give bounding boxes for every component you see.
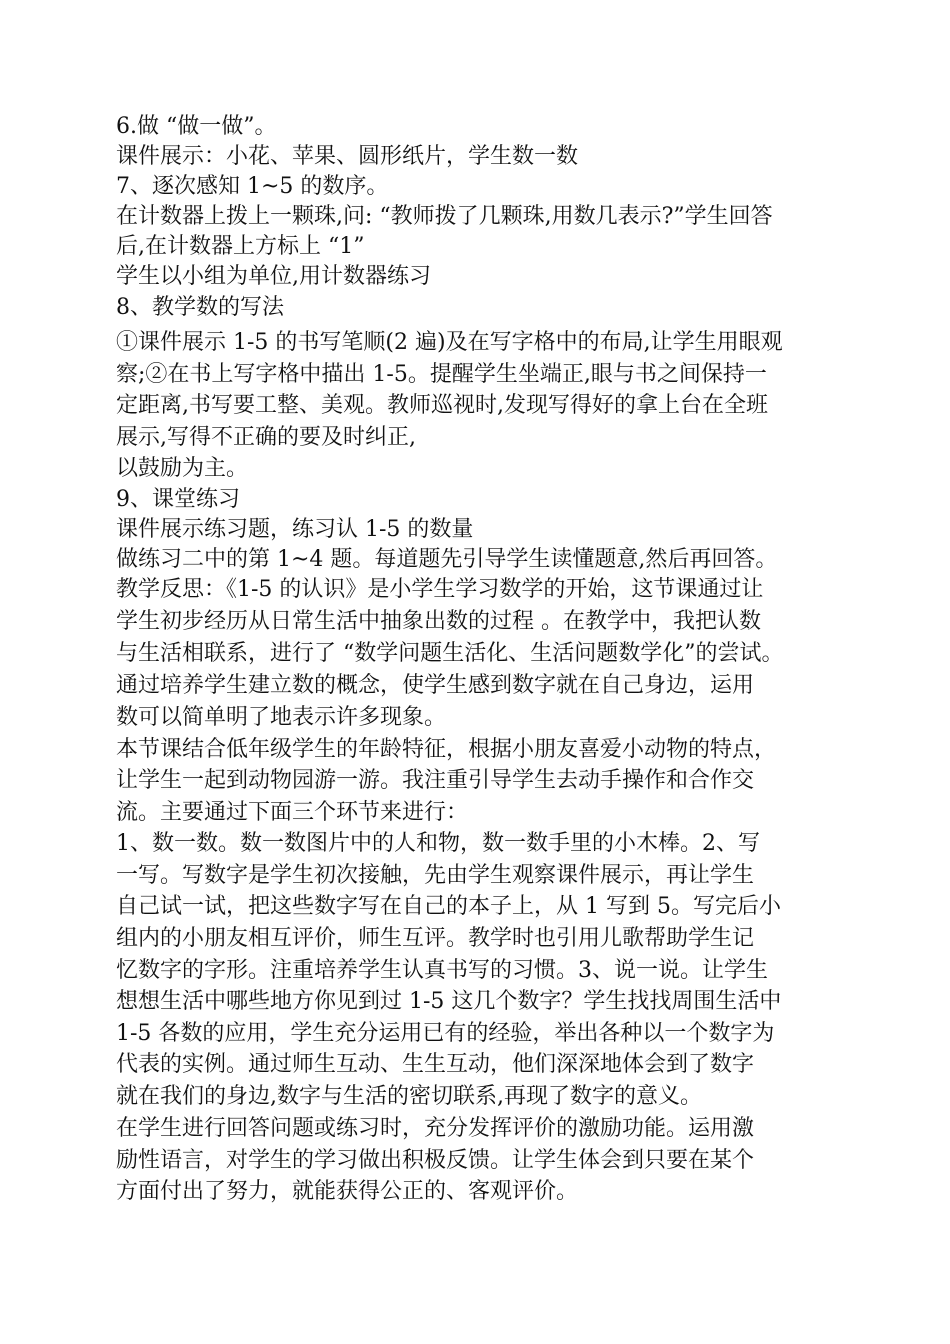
text-line: 做练习二中的第 1~4 题。每道题先引导学生读懂题意,然后再回答。 [116, 547, 778, 572]
text-line: 学生初步经历从日常生活中抽象出数的过程 。在教学中，我把认数 [116, 609, 761, 634]
text-line: 自己试一试，把这些数字写在自己的本子上，从 1 写到 5。写完后小 [116, 894, 781, 919]
text-line: 课件展示练习题，练习认 1-5 的数量 [116, 517, 474, 542]
text-line: 课件展示：小花、苹果、圆形纸片，学生数一数 [116, 144, 579, 169]
text-line: 一写。写数字是学生初次接触，先由学生观察课件展示，再让学生 [116, 863, 755, 888]
text-line: 学生以小组为单位,用计数器练习 [116, 264, 431, 289]
text-line: 展示,写得不正确的要及时纠正, [116, 425, 416, 450]
text-line: 流。主要通过下面三个环节来进行： [116, 800, 469, 825]
text-line: 在学生进行回答问题或练习时，充分发挥评价的激励功能。运用激 [116, 1116, 755, 1141]
text-line: 想想生活中哪些地方你见到过 1-5 这几个数字？学生找找周围生活中 [116, 989, 782, 1014]
text-line: ①课件展示 1-5 的书写笔顺(2 遍)及在写字格中的布局,让学生用眼观 [116, 330, 783, 355]
text-line: 8、教学数的写法 [116, 295, 284, 320]
text-line: 让学生一起到动物园游一游。我注重引导学生去动手操作和合作交 [116, 768, 755, 793]
text-line: 组内的小朋友相互评价，师生互评。教学时也引用儿歌帮助学生记 [116, 926, 755, 951]
text-line: 1-5 各数的应用，学生充分运用已有的经验，举出各种以一个数字为 [116, 1021, 775, 1046]
text-line: 9、课堂练习 [116, 487, 240, 512]
text-line: 在计数器上拨上一颗珠,问: “教师拨了几颗珠,用数几表示?”学生回答 [116, 204, 773, 229]
text-line: 代表的实例。通过师生互动、生生互动，他们深深地体会到了数字 [116, 1052, 755, 1077]
text-line: 定距离,书写要工整、美观。教师巡视时,发现写得好的拿上台在全班 [116, 393, 768, 418]
text-line: 察;②在书上写字格中描出 1-5。提醒学生坐端正,眼与书之间保持一 [116, 362, 767, 387]
text-line: 通过培养学生建立数的概念，使学生感到数字就在自己身边，运用 [116, 673, 755, 698]
text-line: 1、数一数。数一数图片中的人和物，数一数手里的小木棒。2、写 [116, 831, 760, 856]
text-line: 以鼓励为主。 [116, 456, 249, 481]
text-line: 6.做 “做一做”。 [116, 114, 277, 139]
text-line: 后,在计数器上方标上 “1” [116, 234, 365, 259]
text-line: 本节课结合低年级学生的年龄特征，根据小朋友喜爱小动物的特点， [116, 737, 777, 762]
text-line: 7、逐次感知 1~5 的数序。 [116, 174, 389, 199]
text-line: 方面付出了努力，就能获得公正的、客观评价。 [116, 1179, 579, 1204]
text-line: 励性语言，对学生的学习做出积极反馈。让学生体会到只要在某个 [116, 1148, 755, 1173]
text-line: 数可以简单明了地表示许多现象。 [116, 705, 447, 730]
text-line: 教学反思：《1-5 的认识》是小学生学习数学的开始，这节课通过让 [116, 577, 764, 602]
text-line: 就在我们的身边,数字与生活的密切联系,再现了数字的意义。 [116, 1084, 702, 1109]
text-line: 与生活相联系，进行了 “数学问题生活化、生活问题数学化”的尝试。 [116, 641, 784, 666]
text-line: 忆数字的字形。注重培养学生认真书写的习惯。3、说一说。让学生 [116, 958, 768, 983]
